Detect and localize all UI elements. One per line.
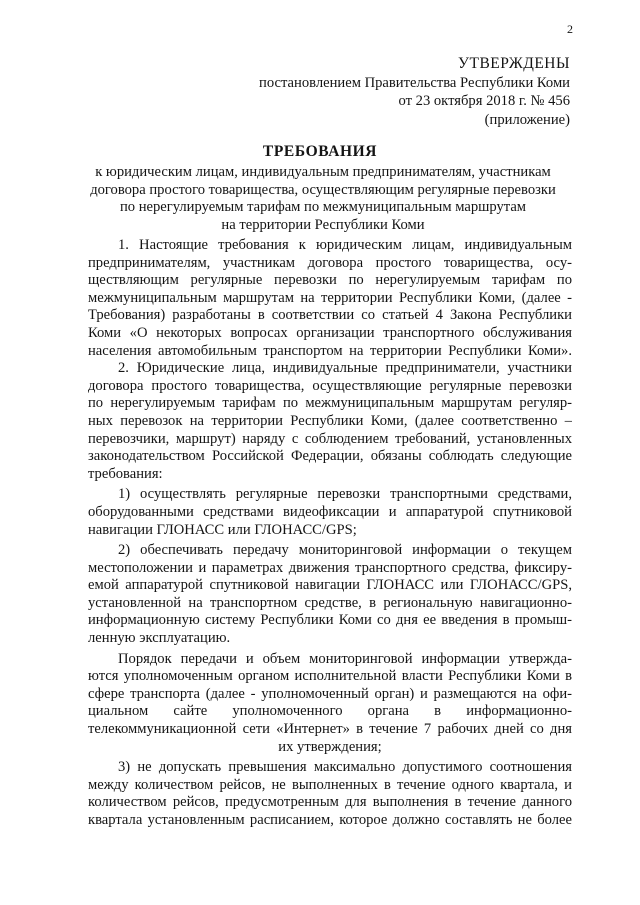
text-line: 2. Юридические лица, индивидуальные предприниматели, участники [118, 360, 572, 377]
paragraph-1 [88, 237, 572, 360]
text-line: количеством рейсов, предусмотренным для выполнения в течение данного [88, 794, 572, 811]
approval-line-3: (приложение) [484, 111, 570, 128]
subtitle-line: по нерегулируемым тарифам по межмуниципальным маршрутам [119, 199, 527, 215]
text-line: требования: [88, 465, 163, 482]
subtitle-line: на территории Республики Коми [221, 216, 425, 233]
text-line: ются уполномоченным органом исполнительной власти Республики Коми в [88, 668, 572, 685]
text-line: 1) осуществлять регулярные перевозки транспортными средствами, [118, 486, 572, 503]
text-line: договора простого товарищества, осуществляющие регулярные перевозки [88, 377, 572, 394]
text-line: Порядок передачи и объем мониторинговой информации утвержда- [118, 650, 572, 667]
subtitle-line: к юридическим лицам, индивидуальным предпринимателям, участникам [95, 164, 551, 180]
text-line: сфере транспорта (далее - уполномоченный орган) и размещаются на офи- [88, 685, 572, 702]
paragraph-4 [88, 542, 572, 648]
text-line: 2) обеспечивать передачу мониторинговой информации о текущем [118, 542, 572, 559]
text-line: ных перевозок на территории Республики Коми, (далее соответственно – [88, 412, 572, 429]
text-line: между количеством рейсов, не выполненных в течение одного квартала, и [88, 776, 572, 793]
text-line: законодательством Российской Федерации, обязаны соблюдать следующие [88, 448, 572, 465]
text-line: 1. Настоящие требования к юридическим лицам, индивидуальным [118, 237, 572, 253]
text-line: информационную систему Республики Коми со дня ее введения в промыш- [88, 612, 572, 629]
text-line: ленную эксплуатацию. [88, 630, 231, 647]
text-line: их утверждения; [278, 738, 382, 755]
text-line: межмуниципальным маршрутам на территории Республики Коми, (далее - [88, 289, 572, 306]
approval-line-1: постановлением Правительства Республики Коми [259, 74, 570, 91]
text-line: населения автомобильным транспортом на территории Республики Коми». [88, 342, 572, 359]
text-line: Коми «О некоторых вопросах организации транспортного обслуживания [88, 324, 572, 341]
text-line: емой аппаратурой спутниковой навигации ГЛОНАСС или ГЛОНАСС/GPS, [88, 577, 572, 594]
text-line: оборудованными средствами видеофиксации и аппаратурой спутниковой [88, 503, 572, 520]
text-line: ществляющим регулярные перевозки по нерегулируемым тарифам по [88, 272, 572, 289]
paragraph-5 [88, 651, 572, 757]
text-line: Требования) разработаны в соответствии со статьей 4 Закона Республики [88, 307, 572, 324]
text-line: установленной на транспортном средстве, в региональную навигационно- [88, 594, 572, 611]
text-line: циальном сайте уполномоченного органа в информационно- [88, 703, 572, 720]
text-line: по нерегулируемым тарифам по межмуниципальным маршрутам регуляр- [88, 395, 572, 412]
text-line: предпринимателям, участникам договора простого товарищества, осу- [88, 254, 572, 271]
approval-block [259, 55, 570, 129]
text-line: местоположении и параметрах движения транспортного средства, фиксиру- [88, 559, 572, 576]
text-line: перевозчики, маршрут) наряду с соблюдением требований, установленных [88, 430, 572, 447]
document-title: ТРЕБОВАНИЯ [262, 143, 378, 160]
approval-stamp: УТВЕРЖДЕНЫ [458, 55, 570, 72]
text-line: квартала установленным расписанием, которое должно составлять не более [88, 812, 572, 828]
subtitle-line: договора простого товарищества, осуществляющим регулярные перевозки [90, 181, 556, 198]
document-subtitle [78, 164, 568, 234]
page-number: 2 [567, 22, 573, 36]
document-body [88, 237, 572, 830]
paragraph-3 [88, 486, 572, 539]
text-line: навигации ГЛОНАСС или ГЛОНАСС/GPS; [88, 521, 357, 538]
approval-line-2: от 23 октября 2018 г. № 456 [398, 93, 570, 109]
paragraph-2 [88, 360, 572, 483]
paragraph-6 [88, 759, 572, 829]
text-line: телекоммуникационной сети «Интернет» в течение 7 рабочих дней со дня [88, 721, 572, 738]
text-line: 3) не допускать превышения максимально допустимого соотношения [118, 759, 572, 776]
